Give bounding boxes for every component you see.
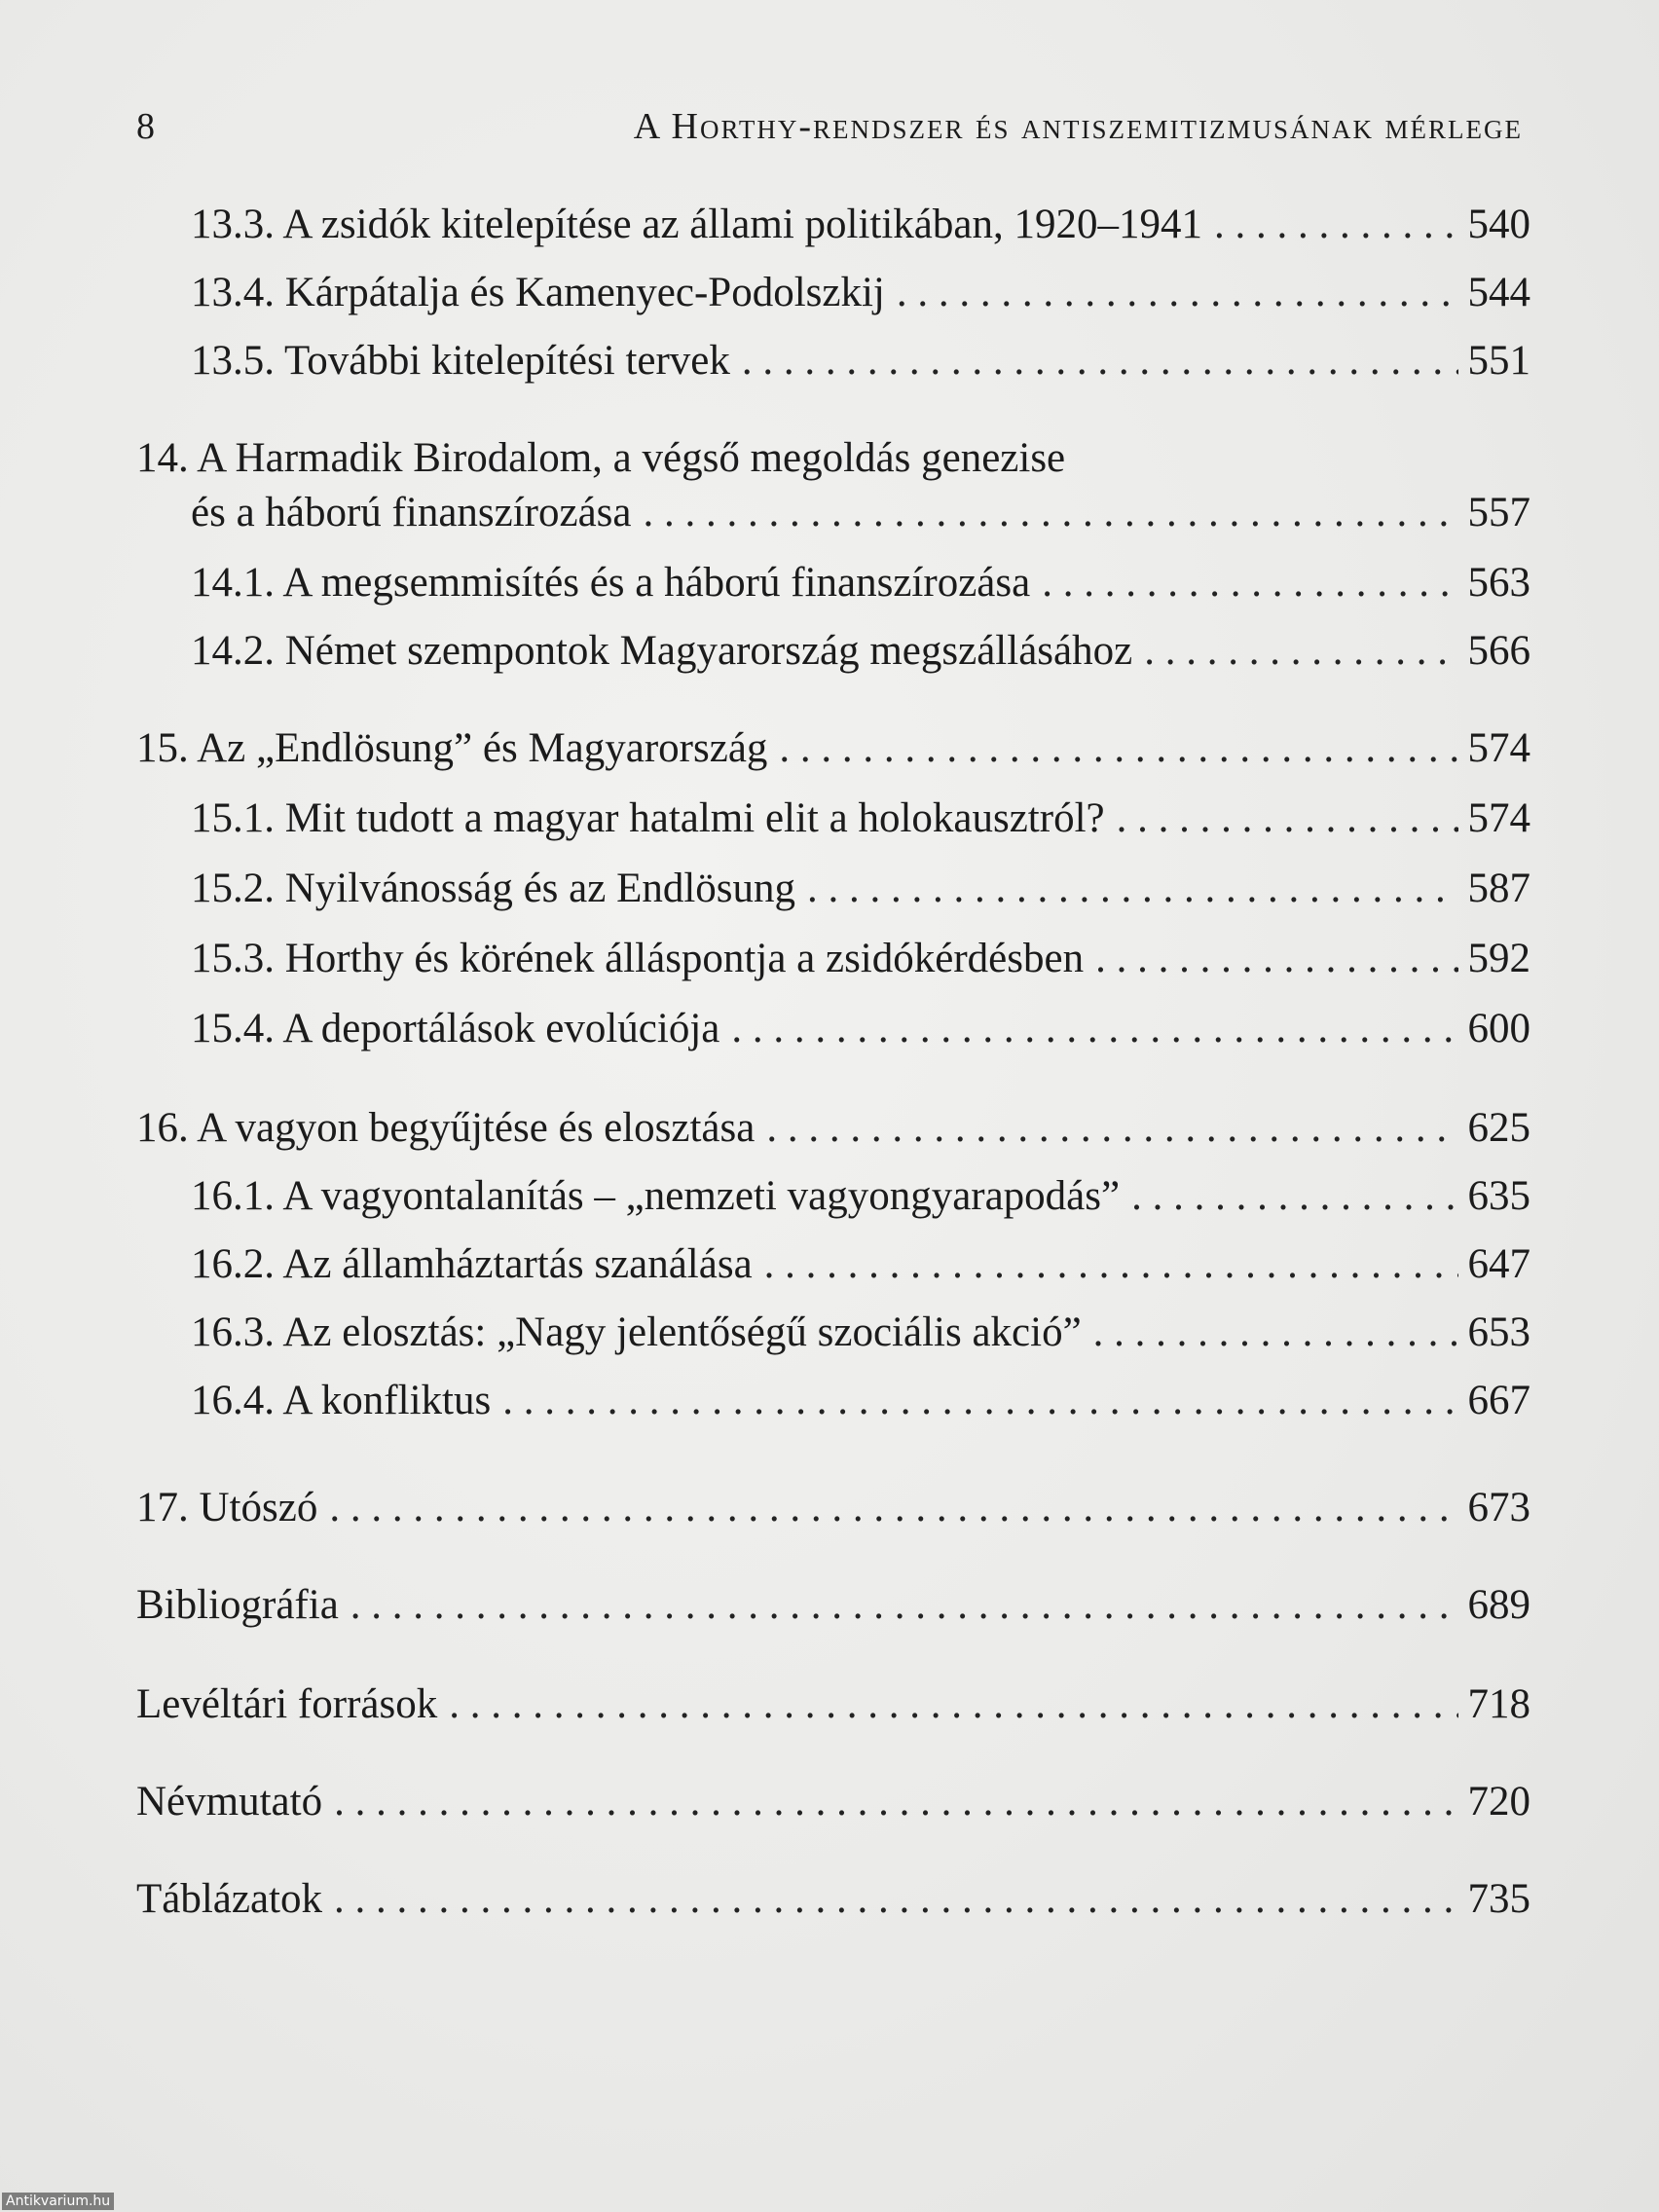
toc-entry bbox=[136, 1778, 1530, 1830]
dot-leader bbox=[350, 1581, 1458, 1629]
toc-entry-page: 667 bbox=[1467, 1378, 1530, 1423]
page-number: 8 bbox=[136, 106, 157, 147]
dot-leader bbox=[1095, 935, 1457, 982]
toc-entry-title: Levéltári források bbox=[136, 1681, 438, 1727]
toc-entry bbox=[191, 627, 1530, 680]
toc-entry bbox=[136, 1680, 1530, 1733]
toc-entry bbox=[136, 724, 1530, 777]
toc-entry-title: 14.2. Német szempontok Magyarország megszállásához bbox=[191, 628, 1133, 674]
toc-entry bbox=[191, 1309, 1530, 1361]
toc-entry-title: és a háború finanszírozása bbox=[191, 490, 632, 535]
toc-entry-title: 16. A vagyon begyűjtése és elosztása bbox=[136, 1105, 756, 1151]
toc-entry-page: 647 bbox=[1467, 1241, 1530, 1287]
toc-entry-title-line1: 14. A Harmadik Birodalom, a végső megoldás genezise bbox=[136, 435, 1066, 481]
dot-leader bbox=[742, 337, 1458, 385]
dot-leader bbox=[897, 269, 1458, 316]
table-of-contents bbox=[136, 0, 1530, 2212]
dot-leader bbox=[779, 724, 1457, 772]
toc-entry-title: 13.4. Kárpátalja és Kamenyec-Podolszkij bbox=[191, 270, 885, 315]
running-title: A Horthy-rendszer és antiszemitizmusának mérlege bbox=[633, 106, 1523, 147]
toc-entry bbox=[191, 1005, 1530, 1057]
toc-entry bbox=[136, 1484, 1530, 1536]
toc-entry-page: 551 bbox=[1467, 338, 1530, 384]
dot-leader bbox=[334, 1778, 1457, 1825]
toc-entry-page: 635 bbox=[1467, 1173, 1530, 1219]
toc-entry bbox=[191, 337, 1530, 389]
toc-entry-page: 563 bbox=[1467, 560, 1530, 606]
toc-entry-page: 592 bbox=[1467, 936, 1530, 981]
toc-entry bbox=[191, 794, 1530, 847]
toc-entry-page: 689 bbox=[1467, 1582, 1530, 1628]
toc-entry bbox=[191, 1240, 1530, 1293]
toc-entry-page: 625 bbox=[1467, 1105, 1530, 1151]
toc-entry-title: 15.1. Mit tudott a magyar hatalmi elit a holokausztról? bbox=[191, 795, 1105, 841]
toc-entry-title: 17. Utószó bbox=[136, 1485, 318, 1530]
toc-entry bbox=[136, 1875, 1530, 1928]
toc-entry bbox=[191, 201, 1530, 253]
dot-leader bbox=[731, 1005, 1457, 1052]
dot-leader bbox=[766, 1104, 1457, 1152]
toc-entry-page: 600 bbox=[1467, 1006, 1530, 1051]
dot-leader bbox=[449, 1680, 1457, 1728]
toc-entry-page: 574 bbox=[1467, 725, 1530, 771]
toc-entry bbox=[136, 1104, 1530, 1157]
toc-entry-title: 15. Az „Endlösung” és Magyarország bbox=[136, 725, 768, 771]
toc-entry bbox=[191, 1172, 1530, 1225]
toc-entry-title: 14.1. A megsemmisítés és a háború finanszírozása bbox=[191, 560, 1031, 606]
toc-entry-title: 16.1. A vagyontalanítás – „nemzeti vagyongyarapodás” bbox=[191, 1173, 1121, 1219]
toc-entry-page: 718 bbox=[1467, 1681, 1530, 1727]
toc-entry-title: 15.4. A deportálások evolúciója bbox=[191, 1006, 720, 1051]
dot-leader bbox=[644, 489, 1458, 536]
toc-entry-page: 574 bbox=[1467, 795, 1530, 841]
toc-entry bbox=[191, 559, 1530, 611]
toc-entry-title: 16.4. A konfliktus bbox=[191, 1378, 492, 1423]
dot-leader bbox=[1117, 794, 1458, 842]
dot-leader bbox=[1131, 1172, 1457, 1220]
dot-leader bbox=[764, 1240, 1458, 1288]
toc-entry-page: 653 bbox=[1467, 1309, 1530, 1355]
dot-leader bbox=[1144, 627, 1457, 675]
toc-entry-title: Bibliográfia bbox=[136, 1582, 339, 1628]
toc-entry-page: 735 bbox=[1467, 1876, 1530, 1922]
dot-leader bbox=[1214, 201, 1458, 248]
toc-entry-title: Táblázatok bbox=[136, 1876, 323, 1922]
site-watermark: Antikvarium.hu bbox=[2, 2193, 114, 2210]
dot-leader bbox=[1042, 559, 1457, 607]
toc-entry-title: 15.2. Nyilvánosság és az Endlösung bbox=[191, 866, 796, 911]
toc-entry-page: 540 bbox=[1467, 202, 1530, 247]
dot-leader bbox=[502, 1377, 1457, 1424]
toc-entry-page: 673 bbox=[1467, 1485, 1530, 1530]
toc-entry-title: Névmutató bbox=[136, 1779, 323, 1825]
toc-entry-page: 544 bbox=[1467, 270, 1530, 315]
toc-entry bbox=[191, 489, 1530, 541]
dot-leader bbox=[1093, 1309, 1458, 1356]
dot-leader bbox=[807, 865, 1457, 912]
dot-leader bbox=[329, 1484, 1457, 1531]
toc-entry-page: 587 bbox=[1467, 866, 1530, 911]
toc-entry bbox=[191, 1377, 1530, 1429]
toc-entry bbox=[191, 865, 1530, 917]
toc-entry-title: 16.2. Az államháztartás szanálása bbox=[191, 1241, 753, 1287]
toc-entry-title: 15.3. Horthy és körének álláspontja a zsidókérdésben bbox=[191, 936, 1085, 981]
toc-entry bbox=[136, 1581, 1530, 1634]
toc-entry-page: 557 bbox=[1467, 490, 1530, 535]
toc-entry-title: 13.5. További kitelepítési tervek bbox=[191, 338, 730, 384]
toc-entry bbox=[191, 269, 1530, 321]
toc-entry-page: 720 bbox=[1467, 1779, 1530, 1825]
dot-leader bbox=[334, 1875, 1457, 1923]
toc-entry-title: 16.3. Az elosztás: „Nagy jelentőségű szociális akció” bbox=[191, 1309, 1082, 1355]
toc-entry-page: 566 bbox=[1467, 628, 1530, 674]
toc-entry bbox=[191, 935, 1530, 987]
toc-entry-title: 13.3. A zsidók kitelepítése az állami politikában, 1920–1941 bbox=[191, 202, 1202, 247]
